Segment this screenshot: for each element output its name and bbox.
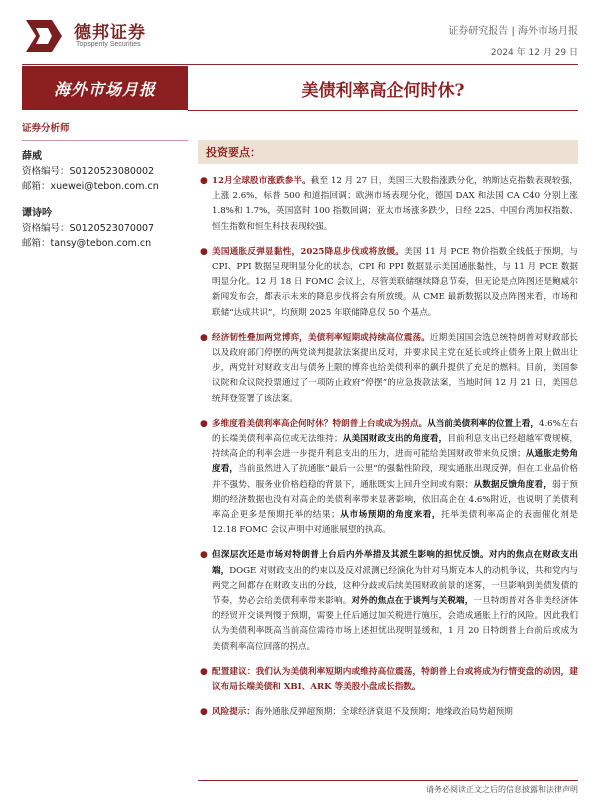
key-point-body: 截至 12 月 27 日，美国三大股指涨跌分化，纳斯达克指数表现较强，上涨 2.6%，标普 500 和道指回调；欧洲市场表现分化，德国 DAX 和法国 CA C40 分别上涨 1.8%和 1.7%，英国富时 100 指数回调；亚太市场涨多跌少，日经 225、中国台湾加权指数、恒生指数和恒生科技表现较强。 bbox=[212, 176, 578, 232]
key-point-body: 近期美国国会选总统特朗普对财政部长以及政府部门停摆的两党谈判提款法案提出反对，并要求民主党在延长或终止债务上限上做出让步，两党针对财政支出与债务上限的博弈也给美债利率的飙升提供了充足的燃料。目前，美国参议院和众议院投票通过了一项防止政府“停摆”的应急拨款法案，当地时间 12 月 21 日，美国总统拜登签署了该法案。 bbox=[212, 332, 578, 404]
key-point-bold: 从美国财政支出的角度看， bbox=[342, 434, 448, 445]
key-point-body: 目前利息支出已经超越军费规模，持续高企的利率会进一步提升利息支出的压力，进而可能给美国财政带来负反馈； bbox=[212, 434, 578, 460]
brand-name: 德邦证券 bbox=[74, 23, 146, 43]
disclaimer-note: 请务必阅读正文之后的信息披露和法律声明 bbox=[426, 785, 578, 794]
risk-warning bbox=[198, 705, 578, 720]
key-point bbox=[198, 417, 578, 539]
analyst-heading: 证券分析师 bbox=[22, 120, 188, 141]
main-content bbox=[198, 140, 578, 731]
bullet-icon: ● bbox=[200, 707, 208, 718]
key-point-lead: 12月全球股市涨跌参半。 bbox=[212, 176, 311, 186]
key-points-heading: 投资要点： bbox=[198, 140, 578, 164]
footer-divider bbox=[198, 780, 578, 781]
bullet-icon: ● bbox=[200, 246, 208, 257]
key-point bbox=[198, 245, 578, 321]
key-point-bold: 从数据反馈角度看， bbox=[473, 479, 552, 490]
key-point-bold: 从通胀走势角度看， bbox=[212, 449, 578, 475]
analyst-email[interactable]: 邮箱：tansy@tebon.com.cn bbox=[22, 238, 152, 249]
key-point-lead: 但深层次还是市场对特朗普上台后内外举措及其派生影响的担忧反馈。对内的焦点在财政支出端， bbox=[212, 550, 578, 576]
brand-name-en: Topsperity Securities bbox=[76, 41, 141, 48]
key-point-lead: 美国通胀反弹显黏性，2025降息步伐或将放缓。 bbox=[212, 246, 405, 257]
analyst-card bbox=[22, 206, 188, 251]
key-point-bold: 对外的焦点在于谈判与关税端， bbox=[351, 596, 474, 607]
report-date: 2024 年 12 月 29 日 bbox=[490, 48, 578, 58]
allocation-advice bbox=[198, 665, 578, 695]
report-meta bbox=[448, 22, 578, 58]
logo-icon bbox=[22, 14, 66, 58]
bullet-icon: ● bbox=[200, 666, 208, 677]
advice-body: 我们认为美债利率短期内或维持高位震荡，特朗普上台或将成为行情变盘的动因，建议布局长端美债和 XBI、ARK 等美股小盘成长指数。 bbox=[212, 666, 578, 693]
key-point-body: 当前虽然进入了抗通胀“最后一公里”的强黏性阶段，现实通胀出现反弹，但在工业品价格并不强势、服务业价格趋稳的背景下，通胀既实上回升空间或有限； bbox=[212, 464, 578, 490]
company-logo bbox=[22, 14, 66, 58]
key-point-lead: 经济韧性叠加两党博弈，美债利率短期或持续高位震荡。 bbox=[212, 332, 430, 343]
report-type: 证券研究报告 | 海外市场月报 bbox=[448, 26, 578, 37]
section-banner: 海外市场月报 bbox=[22, 66, 188, 110]
key-point-bold: 从市场预期的角度来看， bbox=[339, 510, 442, 521]
key-point-lead: 多维度看美债利率高企何时休？特朗普上台或成为拐点。 bbox=[212, 418, 428, 429]
key-point-body: 美国 11 月 PCE 物价指数全线低于预期，与 CPI、PPI 数据呈现明显分化的状态，CPI 和 PPI 数据显示美国通胀黏性，与 11 月 PCE 数据明显分化。12 月 18 日 FOMC 会议上，尽管美联储继续降息节奏，但无论是点阵图还是鲍威尔新闻发布会，都表示未来的降息步伐将会有所放缓。从 CME 最新数据以及点阵图来看，市场和联储“达成共识”，均预期 2025 年联储降息仅 50 个基点。 bbox=[212, 246, 579, 318]
key-point bbox=[198, 548, 578, 654]
analyst-cert: 资格编号：S0120523070007 bbox=[22, 223, 155, 234]
risk-body: 海外通胀反弹超预期；全球经济衰退不及预期；地缘政治局势超预期 bbox=[254, 707, 513, 718]
analyst-sidebar bbox=[22, 120, 188, 263]
report-title: 美债利率高企何时休? bbox=[301, 80, 465, 101]
analyst-email[interactable]: 邮箱：xuewei@tebon.com.cn bbox=[22, 181, 159, 192]
key-point-body: 一旦特朗普对各非美经济体的经贸开交谈判慢于预期，需要上任后通过加关税进行施压，会造成通胀上行的风险。因此我们认为美债利率既高当前高位需待市场上述担忧出现明显缓和，1 月 20 日特朗普上台前后或成为美债利率高位回落的拐点。 bbox=[212, 596, 578, 652]
analyst-name: 薛威 bbox=[22, 151, 42, 162]
header-divider bbox=[22, 64, 578, 65]
risk-lead: 风险提示： bbox=[212, 707, 255, 718]
key-point-body: 4.6%左右的长端美债利率高位或无法维持； bbox=[212, 418, 578, 445]
key-point bbox=[198, 331, 578, 407]
key-point-body: 托举美债利率高企的表面催化剂是 12.18 FOMC 会议声明中对通胀展望的执高。 bbox=[212, 510, 578, 536]
bullet-icon: ● bbox=[200, 550, 208, 561]
analyst-name: 谭诗吟 bbox=[22, 208, 52, 219]
bullet-icon: ● bbox=[200, 176, 208, 186]
key-point-body: DOGE 对财政支出的约束以及反对派测已经演化为针对马斯克本人的动机争议，共和党内与两党之间都存在财政支出的分歧，这种分歧或后续美国财政前景的迷雾，一旦影响到美债发债的节奏，势必会给美债利率带来影响。 bbox=[212, 565, 578, 607]
key-point bbox=[198, 174, 578, 235]
key-point-bold: 从当前美债利率的位置上看， bbox=[427, 418, 539, 429]
bullet-icon: ● bbox=[200, 332, 208, 343]
advice-lead: 配置建议： bbox=[212, 666, 256, 677]
title-divider bbox=[188, 110, 578, 111]
bullet-icon: ● bbox=[200, 418, 208, 429]
analyst-cert: 资格编号：S0120523080002 bbox=[22, 166, 155, 177]
key-point-body: 弱于预期的经济数据也没有对高企的美债利率带来显著影响，依旧高企在 4.6%附近，也说明了美债利率高企更多是预期托举的结果； bbox=[212, 479, 578, 521]
analyst-card bbox=[22, 149, 188, 194]
